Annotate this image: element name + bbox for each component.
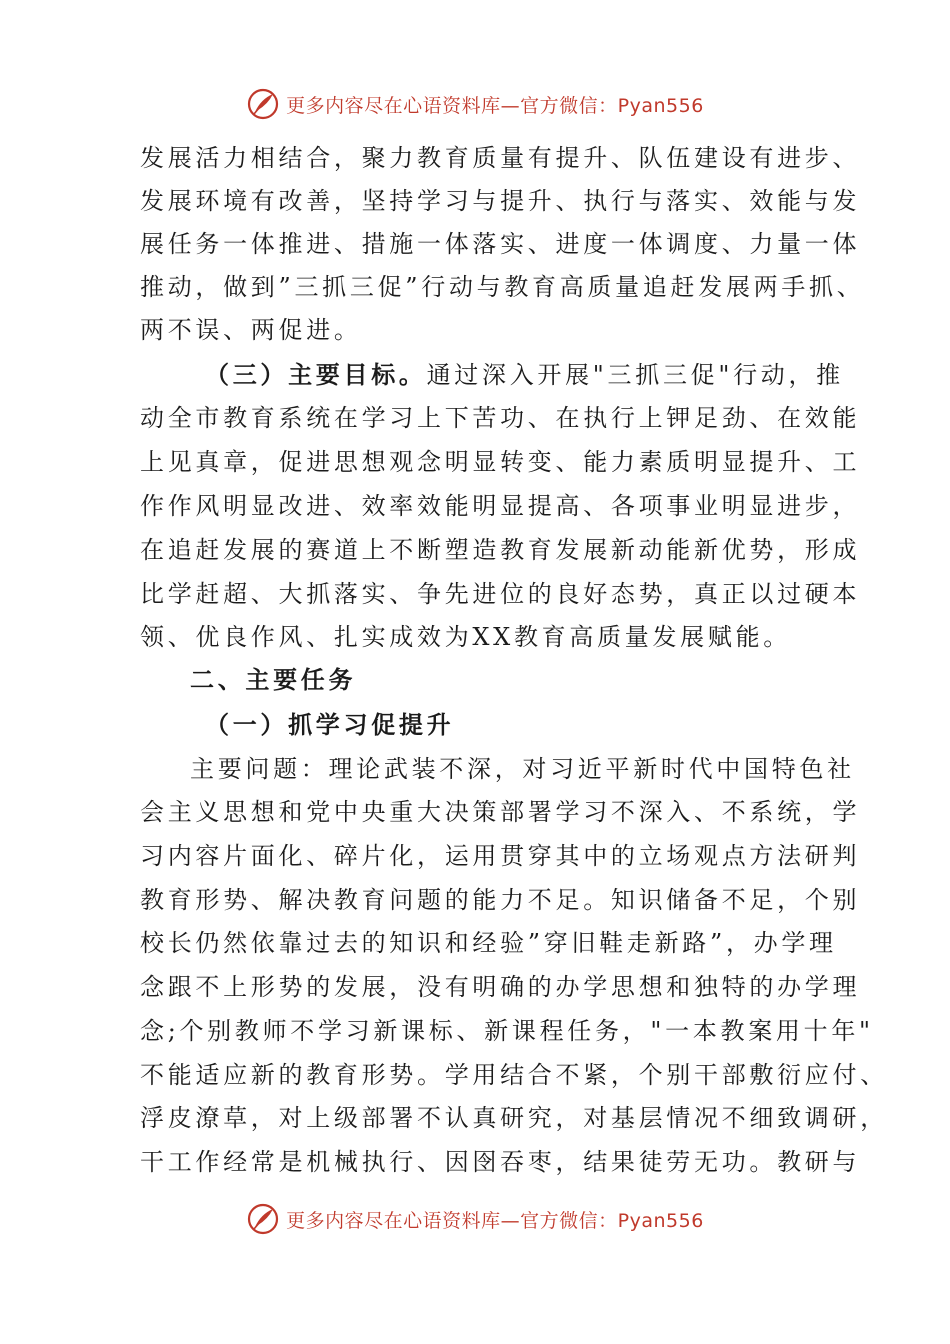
- paragraph-line: 教育形势、解决教育问题的能力不足。知识储备不足，个别: [140, 886, 861, 914]
- paragraph-text: 通过深入开展"三抓三促"行动，推: [426, 361, 844, 389]
- header-watermark: [0, 84, 950, 124]
- paragraph-line: 比学赶超、大抓落实、争先进位的良好态势，真正以过硬本: [140, 580, 861, 608]
- paragraph-line: 推动，做到”三抓三促”行动与教育高质量追赶发展两手抓、: [140, 273, 865, 301]
- paragraph-line: 浮皮潦草，对上级部署不认真研究，对基层情况不细致调研，: [140, 1104, 888, 1132]
- paragraph-line: 作作风明显改进、效率效能明显提高、各项事业明显进步，: [140, 492, 861, 520]
- paragraph-line: 两不误、两促进。: [140, 316, 362, 344]
- paragraph-line: 动全市教育系统在学习上下苦功、在执行上钾足劲、在效能: [140, 404, 861, 432]
- watermark-text: 更多内容尽在心语资料库—官方微信：Pyan556: [286, 1209, 704, 1232]
- watermark-text: 更多内容尽在心语资料库—官方微信：Pyan556: [286, 94, 704, 117]
- paragraph-line: 展任务一体推进、措施一体落实、进度一体调度、力量一体: [140, 230, 861, 258]
- paragraph-line: 会主义思想和党中央重大决策部署学习不深入、不系统，学: [140, 798, 861, 826]
- paragraph-line: 在追赶发展的赛道上不断塑造教育发展新动能新优势，形成: [140, 536, 861, 564]
- paragraph-line: 领、优良作风、扎实成效为XX教育高质量发展赋能。: [140, 623, 791, 651]
- paragraph-line: 习内容片面化、碎片化，运用贯穿其中的立场观点方法研判: [140, 842, 861, 870]
- paragraph-line: 发展活力相结合，聚力教育质量有提升、队伍建设有进步、: [140, 144, 861, 172]
- paragraph-line: 念跟不上形势的发展，没有明确的办学思想和独特的办学理: [140, 973, 861, 1001]
- quill-logo-icon: [246, 87, 280, 121]
- section-heading-main-tasks: 二、主要任务: [190, 665, 357, 694]
- section-line-main-goals: [205, 353, 844, 397]
- footer-watermark: [0, 1199, 950, 1239]
- paragraph-line: 发展环境有改善，坚持学习与提升、执行与落实、效能与发: [140, 187, 861, 215]
- quill-logo-icon: [246, 1202, 280, 1236]
- paragraph-line: 念;个别教师不学习新课标、新课程任务，"一本教案用十年": [140, 1017, 874, 1045]
- section-heading: （三）主要目标。: [205, 360, 427, 389]
- subsection-heading: （一）抓学习促提升: [205, 710, 455, 739]
- paragraph-line: 校长仍然依靠过去的知识和经验”穿旧鞋走新路”，办学理: [140, 929, 837, 957]
- paragraph-line: 上见真章，促进思想观念明显转变、能力素质明显提升、工: [140, 448, 861, 476]
- paragraph-line: 不能适应新的教育形势。学用结合不紧，个别干部敷衍应付、: [140, 1061, 888, 1089]
- paragraph-line: 干工作经常是机械执行、因囹吞枣，结果徒劳无功。教研与: [140, 1148, 861, 1176]
- paragraph-line: 主要问题：理论武装不深，对习近平新时代中国特色社: [190, 755, 855, 783]
